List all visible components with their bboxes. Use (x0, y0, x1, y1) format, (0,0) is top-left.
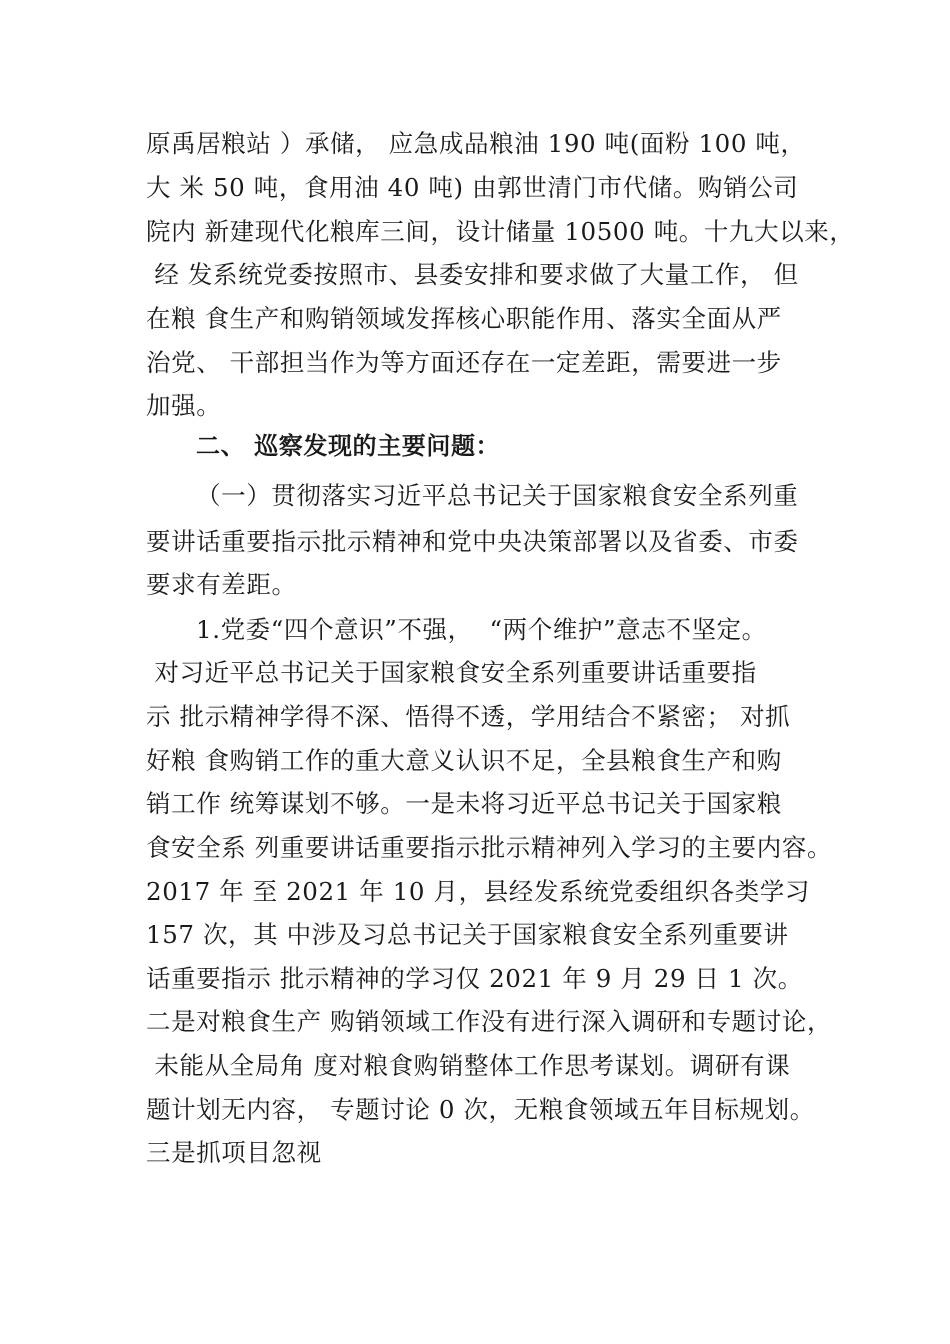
text-line: 原禹居粮站 ）承储， 应急成品粮油 190 吨(面粉 100 吨， (146, 129, 806, 158)
text-line: 未能从全局角 度对粮食购销整体工作思考谋划。调研有课 (146, 1051, 791, 1080)
text-line: 要讲话重要指示批示精神和党中央决策部署以及省委、市委 (146, 527, 799, 556)
text-line: 题计划无内容， 专题讨论 0 次，无粮食领域五年目标规划。 (146, 1095, 815, 1124)
text-line: 院内 新建现代化粮库三间，设计储量 10500 吨。十九大以来， (146, 217, 855, 246)
text-line: 示 批示精神学得不深、悟得不透，学用结合不紧密； 对抓 (146, 702, 791, 731)
text-line: 加强。 (146, 391, 222, 420)
text-line: 治党、 干部担当作为等方面还存在一定差距，需要进一步 (146, 348, 782, 377)
text-line: 三是抓项目忽视 (146, 1138, 322, 1167)
subsection-heading: （一）贯彻落实习近平总书记关于国家粮食安全系列重 (196, 481, 799, 510)
text-line: 话重要指示 批示精神的学习仅 2021 年 9 月 29 日 1 次。 (146, 964, 803, 993)
item-heading: 1.党委“四个意识”不强， “两个维护”意志不坚定。 (196, 615, 767, 644)
text-line: 对习近平总书记关于国家粮食安全系列重要讲话重要指 (146, 658, 757, 687)
text-line: 销工作 统筹谋划不够。一是未将习近平总书记关于国家粮 (146, 789, 782, 818)
text-line: 经 发系统党委按照市、县委安排和要求做了大量工作， 但 (146, 260, 799, 289)
text-line: 好粮 食购销工作的重大意义认识不足，全县粮食生产和购 (146, 746, 782, 775)
text-line: 157 次，其 中涉及习总书记关于国家粮食安全系列重要讲 (146, 920, 789, 949)
text-line: 2017 年 至 2021 年 10 月，县经发系统党委组织各类学习 (146, 877, 811, 906)
text-line: 二是对粮食生产 购销领域工作没有进行深入调研和专题讨论， (146, 1007, 833, 1036)
text-line: 在粮 食生产和购销领域发挥核心职能作用、落实全面从严 (146, 304, 782, 333)
text-line: 食安全系 列重要讲话重要指示批示精神列入学习的主要内容。 (146, 833, 833, 862)
section-heading: 二、 巡察发现的主要问题： (196, 432, 501, 460)
text-line: 要求有差距。 (146, 570, 297, 599)
text-line: 大 米 50 吨，食用油 40 吨) 由郭世清门市代储。购销公司 (146, 173, 799, 202)
